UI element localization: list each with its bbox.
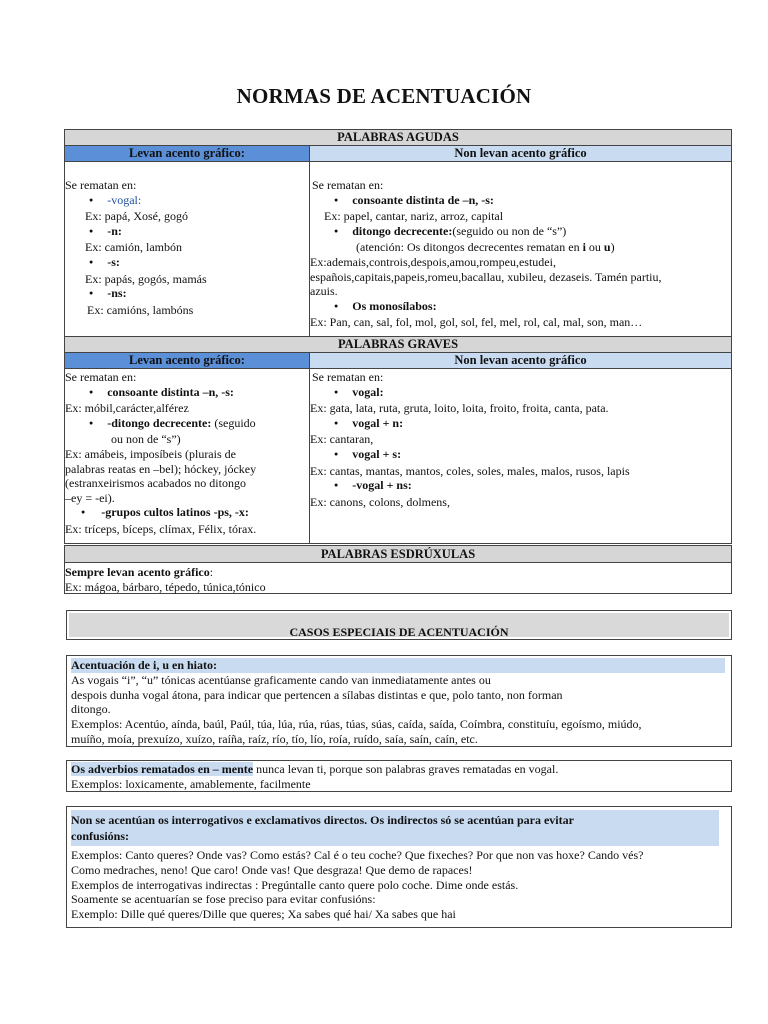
interrogativos-line5: Exemplo: Dille qué queres/Dille que queres; Xa sabes qué hai/ Xa sabes que hai <box>71 907 456 922</box>
graves-vns-ex: Ex: canons, colons, dolmens, <box>310 494 450 509</box>
graves-left-intro: Se rematan en: <box>65 370 137 384</box>
graves-cult-item <box>65 505 309 522</box>
agudas-dit-item <box>310 224 731 241</box>
hiato-line2: despois dunha vogal átona, para indicar que pertencen a sílabas distintas e que, polo tanto, non forman <box>71 687 563 702</box>
graves-body-row <box>65 369 731 543</box>
page-title: NORMAS DE ACENTUACIÓN <box>236 84 532 108</box>
casos-especiais-box <box>66 610 732 640</box>
graves-left-header: Levan acento gráfico: <box>65 353 310 368</box>
agudas-header: PALABRAS AGUDAS <box>65 130 731 146</box>
interrogativos-title2: confusións: <box>71 829 130 843</box>
agudas-dit-ou: ou <box>585 240 604 255</box>
agudas-dit-note: (seguido ou non de “s”) <box>452 223 567 238</box>
graves-cons-item <box>65 385 309 402</box>
graves-vns-item <box>310 478 731 495</box>
agudas-right-intro: Se rematan en: <box>312 178 384 192</box>
agudas-s-ex: Ex: papás, gogós, mamás <box>85 271 207 286</box>
graves-left-cell <box>65 369 310 543</box>
graves-dit-ex4: –ey = -ei). <box>65 490 115 505</box>
graves-cons-label: consoante distinta –n, -s: <box>107 384 234 399</box>
esdruxulas-line2: Ex: mágoa, bárbaro, tépedo, túnica,tónico <box>65 579 266 594</box>
graves-vn-item <box>310 416 731 433</box>
agudas-mono-item <box>310 299 731 316</box>
agudas-vogal-item <box>65 193 309 210</box>
interrogativos-line4: Soamente se acentuarían se fose preciso para evitar confusións: <box>71 892 376 907</box>
agudas-vogal-ex: Ex: papá, Xosé, gogó <box>85 209 188 224</box>
graves-dit-ex2: palabras reatas en –bel); hóckey, jóckey <box>65 461 257 476</box>
agudas-mono-label: Os monosílabos: <box>352 298 437 313</box>
graves-cult-label: -grupos cultos latinos -ps, -x: <box>101 505 249 520</box>
graves-vns-label: -vogal + ns: <box>352 478 412 493</box>
agudas-dit-ex3: azuis. <box>310 284 338 299</box>
graves-dit-note1: (seguido <box>211 415 256 430</box>
graves-header: PALABRAS GRAVES <box>65 337 731 353</box>
agudas-table <box>64 129 732 337</box>
agudas-dit-ex1: Ex:ademais,controis,despois,amou,rompeu,estudei, <box>310 254 556 269</box>
graves-vs-ex: Ex: cantas, mantas, mantos, coles, soles, males, malos, rusos, lapis <box>310 463 630 478</box>
graves-dit-ex3: (estranxeirismos acabados no ditongo <box>65 476 246 491</box>
esdruxulas-colon: : <box>209 565 214 579</box>
adverbios-title: Os adverbios rematados en – mente <box>71 762 254 776</box>
interrogativos-line3: Exemplos de interrogativas indirectas : Pregúntalle canto quere polo coche. Dime onde estás. <box>71 877 519 892</box>
graves-right-cell <box>310 369 731 543</box>
agudas-ns-item <box>65 286 309 303</box>
agudas-s-item <box>65 255 309 272</box>
agudas-left-intro: Se rematan en: <box>65 178 137 192</box>
adverbios-rest: nunca levan ti, porque son palabras graves rematadas en vogal. <box>253 762 559 776</box>
agudas-cons-label: consoante distinta de –n, -s: <box>352 192 494 207</box>
agudas-s-label: -s: <box>107 254 120 269</box>
agudas-vogal-label: -vogal: <box>107 192 142 207</box>
interrogativos-title1: Non se acentúan os interrogativos e exclamativos directos. Os indirectos só se acentúan para evitar <box>71 813 574 827</box>
graves-vogal-item <box>310 385 731 402</box>
agudas-ns-label: -ns: <box>107 286 127 301</box>
esdruxulas-rule: Sempre levan acento gráfico <box>65 565 210 579</box>
agudas-right-header: Non levan acento gráfico <box>310 146 731 161</box>
graves-vs-label: vogal + s: <box>352 446 402 461</box>
agudas-dit-note2: (atención: Os ditongos decrecentes rematan en <box>356 240 583 255</box>
adverbios-line1 <box>71 762 727 777</box>
agudas-mono-ex: Ex: Pan, can, sal, fol, mol, gol, sol, fel, mel, rol, cal, mal, son, man… <box>310 315 643 330</box>
graves-vn-label: vogal + n: <box>352 415 404 430</box>
graves-vs-item <box>310 447 731 464</box>
graves-cons-ex: Ex: móbil,carácter,alférez <box>65 401 189 416</box>
casos-especiais-title: CASOS ESPECIAIS DE ACENTUACIÓN <box>69 613 729 637</box>
agudas-right-cell <box>310 162 731 336</box>
agudas-left-cell <box>65 162 310 336</box>
agudas-dit-ex2: españois,capitais,papeis,romeu,bacallau, xubileu, dezaseis. Tamén partiu, <box>310 269 662 284</box>
interrogativos-box <box>66 806 732 928</box>
graves-vogal-label: vogal: <box>352 384 384 399</box>
graves-vogal-ex: Ex: gata, lata, ruta, gruta, loito, loita, froito, froita, canta, pata. <box>310 401 609 416</box>
hiato-line5: muíño, moía, prexuízo, xuízo, raíña, raíz, río, tío, lío, roía, ruído, saía, saín, caín, etc. <box>71 731 478 746</box>
agudas-left-header: Levan acento gráfico: <box>65 146 310 161</box>
agudas-dit-i: i <box>582 240 586 255</box>
graves-dit-note2: ou non de “s”) <box>111 432 181 447</box>
interrogativos-line1: Exemplos: Canto queres? Onde vas? Como estás? Cal é o teu coche? Que fixeches? Por que non vas hoxe? Cando vés? <box>71 848 644 862</box>
graves-dit-label: -ditongo decrecente: <box>107 415 212 430</box>
hiato-box <box>66 655 732 747</box>
hiato-line4: Exemplos: Acentúo, aínda, baúl, Paúl, túa, lúa, rúa, rúas, túas, súas, caída, saída, Coímbra, constituíu, egoísmo, miúdo, <box>71 717 642 732</box>
agudas-dit-label: ditongo decrecente: <box>352 223 453 238</box>
hiato-line3: ditongo. <box>71 702 111 717</box>
graves-subheader-row <box>65 353 731 369</box>
graves-right-header: Non levan acento gráfico <box>310 353 731 368</box>
graves-dit-item <box>65 416 309 433</box>
agudas-body-row <box>65 162 731 336</box>
adverbios-box <box>66 760 732 792</box>
esdruxulas-header: PALABRAS ESDRÚXULAS <box>65 546 731 563</box>
agudas-dit-close: ) <box>610 240 615 255</box>
esdruxulas-table <box>64 545 732 594</box>
graves-vn-ex: Ex: cantaran, <box>310 432 374 447</box>
interrogativos-title-block <box>71 810 719 846</box>
agudas-dit-u: u <box>603 240 611 255</box>
agudas-cons-ex: Ex: papel, cantar, nariz, arroz, capital <box>324 209 504 224</box>
esdruxulas-line1 <box>65 565 731 580</box>
agudas-cons-item <box>310 193 731 210</box>
agudas-subheader-row <box>65 146 731 162</box>
esdruxulas-body <box>65 563 731 594</box>
agudas-ns-ex: Ex: camións, lambóns <box>87 302 194 317</box>
graves-table <box>64 336 732 544</box>
interrogativos-line2: Como medraches, neno! Que caro! Onde vas! Que desgraza! Que demo de rapaces! <box>71 862 473 877</box>
graves-right-intro: Se rematan en: <box>312 370 384 384</box>
hiato-line1: As vogais “i”, “u” tónicas acentúanse graficamente cando van inmediatamente antes ou <box>71 672 491 687</box>
agudas-n-ex: Ex: camión, lambón <box>85 240 182 255</box>
hiato-title: Acentuación de i, u en hiato: <box>71 658 725 673</box>
agudas-dit-note2-line <box>310 240 731 255</box>
agudas-n-label: -n: <box>107 223 122 238</box>
graves-cult-ex: Ex: tríceps, bíceps, clímax, Félix, tórax. <box>65 521 257 536</box>
agudas-n-item <box>65 224 309 241</box>
adverbios-examples: Exemplos: loxicamente, amablemente, facilmente <box>71 776 311 791</box>
graves-dit-ex1: Ex: amábeis, imposíbeis (plurais de <box>65 446 236 461</box>
